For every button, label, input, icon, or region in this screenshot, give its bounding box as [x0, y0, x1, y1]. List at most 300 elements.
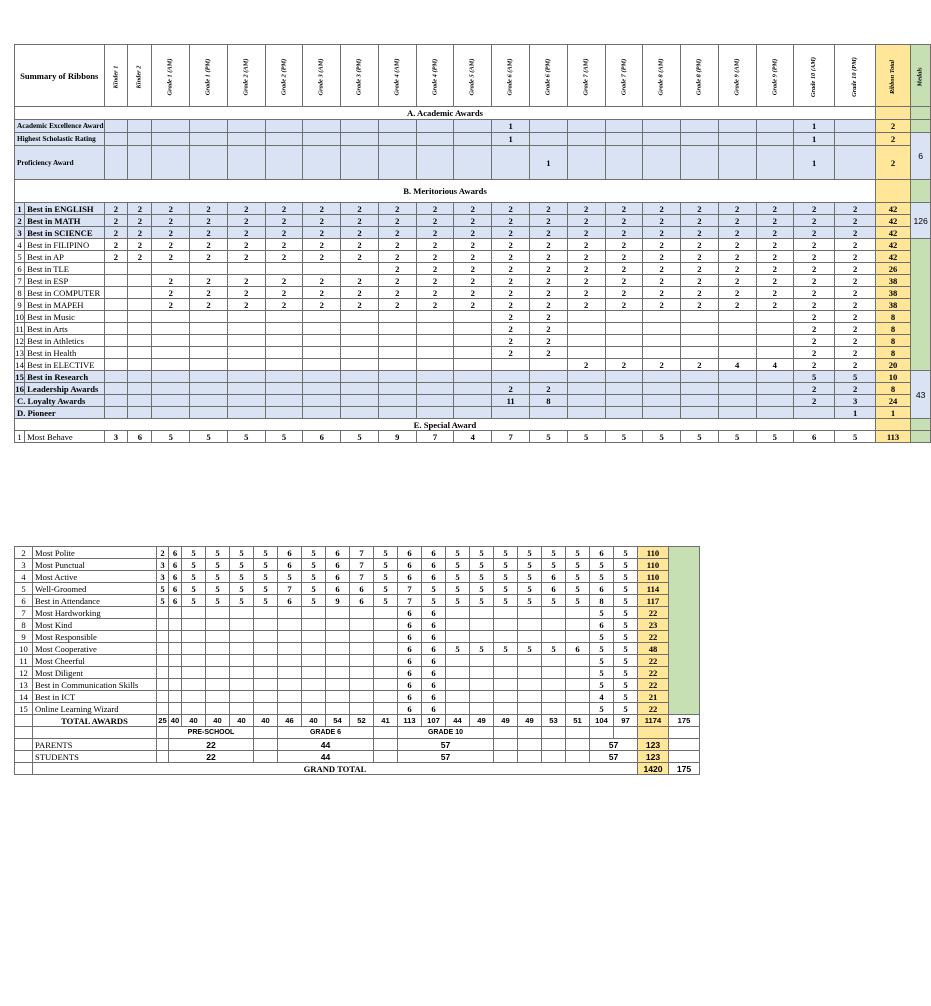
value-cell: 7	[416, 431, 454, 443]
value-cell: 2	[265, 275, 303, 287]
value-cell: 2	[454, 275, 492, 287]
value-cell	[446, 679, 470, 691]
value-cell: 6	[398, 667, 422, 679]
value-cell: 2	[190, 299, 228, 311]
table-row	[15, 583, 700, 595]
students-grade6: 44	[278, 751, 374, 763]
value-cell: 2	[835, 239, 876, 251]
value-cell: 2	[492, 239, 530, 251]
award-label: Most Active	[33, 571, 157, 583]
value-cell: 5	[614, 691, 638, 703]
value-cell: 2	[794, 275, 835, 287]
value-cell	[374, 619, 398, 631]
value-cell	[157, 655, 169, 667]
value-cell	[157, 607, 169, 619]
value-cell	[206, 667, 230, 679]
value-cell: 5	[302, 559, 326, 571]
value-cell: 6	[590, 619, 614, 631]
row-number: 3	[15, 559, 33, 571]
value-cell: 2	[416, 287, 454, 299]
value-cell	[542, 691, 566, 703]
value-cell	[104, 146, 128, 180]
value-cell: 2	[756, 299, 794, 311]
parents-total: 123	[638, 739, 669, 751]
value-cell: 2	[128, 239, 152, 251]
table-row	[15, 323, 931, 335]
value-cell	[566, 691, 590, 703]
value-cell	[378, 323, 416, 335]
value-cell	[152, 323, 190, 335]
value-cell: 2	[718, 239, 756, 251]
ribbon-total-cell: 114	[638, 583, 669, 595]
value-cell: 5	[643, 431, 681, 443]
ribbon-total-cell: 20	[876, 359, 911, 371]
total-value-cell: 113	[398, 715, 422, 727]
value-cell	[566, 631, 590, 643]
value-cell	[341, 347, 379, 359]
value-cell	[128, 347, 152, 359]
value-cell: 2	[681, 299, 719, 311]
table-row	[15, 383, 931, 395]
value-cell: 2	[227, 227, 265, 239]
ribbon-total-cell: 110	[638, 571, 669, 583]
value-cell: 2	[643, 263, 681, 275]
value-cell	[446, 691, 470, 703]
value-cell	[530, 359, 568, 371]
value-cell: 5	[494, 547, 518, 559]
students-preschool: 22	[169, 751, 254, 763]
value-cell	[718, 120, 756, 133]
value-cell	[230, 655, 254, 667]
value-cell: 5	[470, 559, 494, 571]
medals-cell	[669, 547, 700, 715]
column-header-label: Grade 1 (AM)	[166, 58, 174, 95]
ribbon-total-cell: 8	[876, 335, 911, 347]
column-header-label: Grade 2 (PM)	[280, 58, 287, 95]
value-cell: 2	[756, 287, 794, 299]
value-cell	[454, 407, 492, 419]
column-header-label: Kinder 2	[135, 65, 143, 88]
table-row	[15, 727, 700, 739]
row-number: 4	[15, 239, 25, 251]
value-cell	[341, 359, 379, 371]
value-cell: 5	[182, 571, 206, 583]
value-cell: 2	[454, 251, 492, 263]
value-cell	[128, 383, 152, 395]
value-cell	[254, 655, 278, 667]
value-cell	[681, 371, 719, 383]
value-cell	[128, 275, 152, 287]
value-cell	[350, 607, 374, 619]
value-cell: 5	[590, 703, 614, 715]
value-cell: 2	[605, 287, 643, 299]
value-cell	[254, 691, 278, 703]
value-cell	[605, 311, 643, 323]
value-cell	[756, 347, 794, 359]
value-cell: 2	[605, 275, 643, 287]
medals-total-cell: 175	[669, 715, 700, 727]
value-cell	[718, 311, 756, 323]
column-header	[530, 45, 568, 107]
value-cell	[190, 120, 228, 133]
ribbon-total-cell: 22	[638, 655, 669, 667]
row-number: 13	[15, 347, 24, 358]
value-cell	[835, 133, 876, 146]
value-cell: 6	[422, 703, 446, 715]
value-cell: 8	[530, 395, 568, 407]
value-cell: 2	[128, 215, 152, 227]
row-number: 10	[15, 643, 33, 655]
row-number: 9	[15, 299, 25, 311]
value-cell	[566, 703, 590, 715]
value-cell	[227, 146, 265, 180]
total-value-cell: 49	[470, 715, 494, 727]
value-cell: 5	[470, 595, 494, 607]
ribbon-total-cell: 110	[638, 559, 669, 571]
value-cell	[446, 607, 470, 619]
value-cell	[567, 146, 605, 180]
value-cell	[378, 395, 416, 407]
value-cell	[278, 619, 302, 631]
value-cell: 2	[718, 299, 756, 311]
row-number: 11	[15, 655, 33, 667]
value-cell	[542, 655, 566, 667]
value-cell	[104, 347, 128, 359]
ribbon-total-cell: 22	[638, 607, 669, 619]
value-cell: 3	[835, 395, 876, 407]
medals-cell	[669, 727, 700, 739]
value-cell	[374, 703, 398, 715]
value-cell	[566, 607, 590, 619]
value-cell: 5	[590, 643, 614, 655]
value-cell: 5	[182, 595, 206, 607]
value-cell: 2	[756, 215, 794, 227]
value-cell	[681, 120, 719, 133]
value-cell: 2	[378, 203, 416, 215]
value-cell	[681, 335, 719, 347]
value-cell: 5	[374, 571, 398, 583]
value-cell	[227, 133, 265, 146]
value-cell	[157, 619, 169, 631]
value-cell	[128, 146, 152, 180]
value-cell	[152, 146, 190, 180]
row-number: 5	[15, 583, 33, 595]
value-cell	[182, 655, 206, 667]
value-cell	[643, 335, 681, 347]
value-cell: 5	[422, 583, 446, 595]
group-label-grade10: GRADE 10	[398, 727, 494, 739]
blank-cell	[614, 727, 638, 739]
value-cell: 2	[567, 359, 605, 371]
value-cell: 6	[566, 643, 590, 655]
award-label: Most Hardworking	[33, 607, 157, 619]
award-label: Most Kind	[33, 619, 157, 631]
row-number: 5	[15, 251, 25, 263]
value-cell: 2	[794, 395, 835, 407]
value-cell: 2	[756, 251, 794, 263]
value-cell	[104, 359, 128, 371]
value-cell: 2	[756, 275, 794, 287]
value-cell	[302, 667, 326, 679]
ribbon-total-cell	[876, 419, 911, 431]
value-cell	[718, 371, 756, 383]
value-cell	[278, 631, 302, 643]
value-cell	[230, 667, 254, 679]
value-cell	[182, 667, 206, 679]
award-label: Best in ESP	[25, 275, 104, 287]
value-cell	[454, 335, 492, 347]
value-cell: 2	[303, 239, 341, 251]
grand-total-medals: 175	[669, 763, 700, 775]
ribbon-total-cell: 21	[638, 691, 669, 703]
value-cell: 5	[254, 595, 278, 607]
column-header-label: Grade 10 (PM)	[851, 56, 859, 97]
value-cell	[182, 619, 206, 631]
value-cell: 6	[422, 643, 446, 655]
value-cell	[374, 643, 398, 655]
value-cell	[157, 631, 169, 643]
value-cell: 2	[416, 203, 454, 215]
value-cell: 3	[157, 559, 169, 571]
value-cell: 9	[378, 431, 416, 443]
value-cell	[378, 335, 416, 347]
blank-cell	[542, 727, 566, 739]
value-cell: 5	[566, 547, 590, 559]
value-cell: 5	[446, 559, 470, 571]
ribbon-total-cell: 2	[876, 133, 911, 146]
row-number: 16	[15, 383, 24, 394]
blank-cell	[157, 727, 169, 739]
value-cell: 5	[566, 583, 590, 595]
value-cell: 2	[227, 299, 265, 311]
value-cell	[605, 120, 643, 133]
value-cell: 2	[378, 263, 416, 275]
value-cell: 5	[835, 431, 876, 443]
parents-grade10: 57	[398, 739, 494, 751]
value-cell: 2	[681, 203, 719, 215]
ribbon-total-cell: 110	[638, 547, 669, 559]
value-cell: 1	[492, 133, 530, 146]
total-value-cell: 25	[158, 715, 167, 725]
award-label: Well-Groomed	[33, 583, 157, 595]
value-cell: 5	[590, 571, 614, 583]
value-cell	[169, 607, 182, 619]
value-cell: 6	[398, 679, 422, 691]
row-number: 8	[15, 287, 25, 299]
value-cell: 2	[530, 335, 568, 347]
value-cell	[494, 679, 518, 691]
value-cell	[128, 263, 152, 275]
section-title: A. Academic Awards	[15, 107, 876, 120]
value-cell: 2	[128, 227, 152, 239]
value-cell	[182, 643, 206, 655]
value-cell	[374, 691, 398, 703]
value-cell: 3	[104, 431, 128, 443]
value-cell: 2	[303, 299, 341, 311]
value-cell: 5	[614, 559, 638, 571]
parents-label: PARENTS	[33, 739, 157, 751]
value-cell	[718, 347, 756, 359]
ribbon-total-cell: 1174	[638, 715, 669, 727]
value-cell: 2	[794, 263, 835, 275]
value-cell: 2	[152, 251, 190, 263]
ribbon-total-cell: 22	[638, 631, 669, 643]
value-cell: 6	[422, 571, 446, 583]
value-cell	[542, 703, 566, 715]
value-cell	[350, 655, 374, 667]
value-cell	[605, 347, 643, 359]
table-row	[15, 739, 700, 751]
value-cell	[227, 383, 265, 395]
value-cell: 2	[341, 275, 379, 287]
blank-cell	[566, 751, 590, 763]
value-cell	[341, 395, 379, 407]
value-cell	[756, 120, 794, 133]
value-cell: 5	[681, 431, 719, 443]
value-cell: 6	[398, 631, 422, 643]
value-cell	[374, 679, 398, 691]
value-cell	[278, 667, 302, 679]
value-cell: 2	[835, 251, 876, 263]
value-cell: 2	[643, 227, 681, 239]
value-cell	[104, 263, 128, 275]
column-header	[378, 45, 416, 107]
value-cell: 2	[681, 215, 719, 227]
value-cell: 2	[492, 275, 530, 287]
value-cell: 2	[835, 287, 876, 299]
value-cell: 2	[835, 383, 876, 395]
value-cell: 2	[104, 239, 128, 251]
value-cell: 2	[152, 227, 190, 239]
total-value-cell: 49	[494, 715, 518, 727]
ribbon-total-cell: 24	[876, 395, 911, 407]
students-grade10: 57	[398, 751, 494, 763]
value-cell: 2	[341, 227, 379, 239]
table-row	[15, 655, 700, 667]
value-cell	[566, 655, 590, 667]
value-cell: 5	[446, 571, 470, 583]
value-cell	[416, 383, 454, 395]
column-header	[227, 45, 265, 107]
row-number: 7	[15, 607, 33, 619]
value-cell: 7	[350, 547, 374, 559]
value-cell: 1	[794, 120, 835, 133]
value-cell: 5	[470, 583, 494, 595]
column-header	[567, 45, 605, 107]
award-label: Most Responsible	[33, 631, 157, 643]
value-cell: 2	[835, 203, 876, 215]
value-cell	[326, 703, 350, 715]
value-cell	[230, 691, 254, 703]
table-row	[15, 107, 931, 120]
value-cell: 2	[794, 251, 835, 263]
ribbon-total-cell	[638, 727, 669, 739]
total-awards-label: TOTAL AWARDS	[33, 715, 157, 727]
value-cell: 2	[416, 239, 454, 251]
value-cell	[643, 383, 681, 395]
value-cell	[681, 146, 719, 180]
row-number: 14	[15, 691, 33, 703]
value-cell	[152, 311, 190, 323]
value-cell: 1	[794, 146, 835, 180]
value-cell: 2	[718, 287, 756, 299]
value-cell	[454, 395, 492, 407]
value-cell: 2	[454, 263, 492, 275]
value-cell	[254, 667, 278, 679]
row-number: 13	[15, 679, 33, 691]
value-cell: 2	[681, 263, 719, 275]
ribbon-total-cell: 117	[638, 595, 669, 607]
value-cell: 5	[494, 583, 518, 595]
value-cell	[230, 679, 254, 691]
value-cell	[303, 395, 341, 407]
value-cell: 5	[182, 583, 206, 595]
value-cell	[350, 643, 374, 655]
value-cell: 2	[643, 275, 681, 287]
value-cell: 5	[470, 571, 494, 583]
award-label: Best in Athletics	[25, 335, 104, 347]
value-cell	[190, 146, 228, 180]
value-cell	[416, 120, 454, 133]
value-cell: 5	[518, 559, 542, 571]
award-label: Best in MATH	[25, 215, 104, 227]
value-cell: 6	[169, 559, 182, 571]
value-cell: 2	[835, 335, 876, 347]
row-number: 3	[15, 227, 25, 239]
value-cell: 6	[128, 431, 152, 443]
value-cell	[681, 323, 719, 335]
value-cell: 2	[454, 203, 492, 215]
value-cell	[278, 607, 302, 619]
value-cell: 5	[265, 431, 303, 443]
medals-label: Medals	[916, 66, 924, 87]
value-cell	[152, 407, 190, 419]
value-cell: 5	[254, 547, 278, 559]
value-cell	[206, 679, 230, 691]
value-cell	[470, 655, 494, 667]
value-cell: 8	[590, 595, 614, 607]
table-row	[15, 203, 931, 215]
value-cell	[278, 703, 302, 715]
value-cell	[718, 323, 756, 335]
value-cell	[756, 407, 794, 419]
total-value-cell: 104	[590, 715, 614, 727]
table-row	[15, 227, 931, 239]
value-cell	[227, 263, 265, 275]
value-cell	[128, 371, 152, 383]
value-cell	[350, 619, 374, 631]
award-label: Best in Music	[25, 311, 104, 323]
blank-cell	[566, 727, 590, 739]
value-cell: 2	[152, 239, 190, 251]
row-number: 15	[15, 371, 24, 382]
value-cell	[567, 133, 605, 146]
value-cell	[416, 395, 454, 407]
award-label: Best in Research	[25, 371, 104, 383]
value-cell	[350, 667, 374, 679]
row-number: 11	[15, 323, 24, 334]
award-label: Academic Excellence Award	[15, 120, 105, 133]
grand-total-ribbons: 1420	[638, 763, 669, 775]
column-header-label: Grade 3 (AM)	[317, 58, 325, 95]
value-cell: 2	[530, 215, 568, 227]
award-label: Highest Scholastic Rating	[15, 133, 105, 146]
value-cell	[104, 275, 128, 287]
value-cell: 5	[590, 607, 614, 619]
table-row	[15, 371, 931, 383]
value-cell	[128, 407, 152, 419]
column-header-label: Grade 7 (PM)	[619, 58, 627, 95]
